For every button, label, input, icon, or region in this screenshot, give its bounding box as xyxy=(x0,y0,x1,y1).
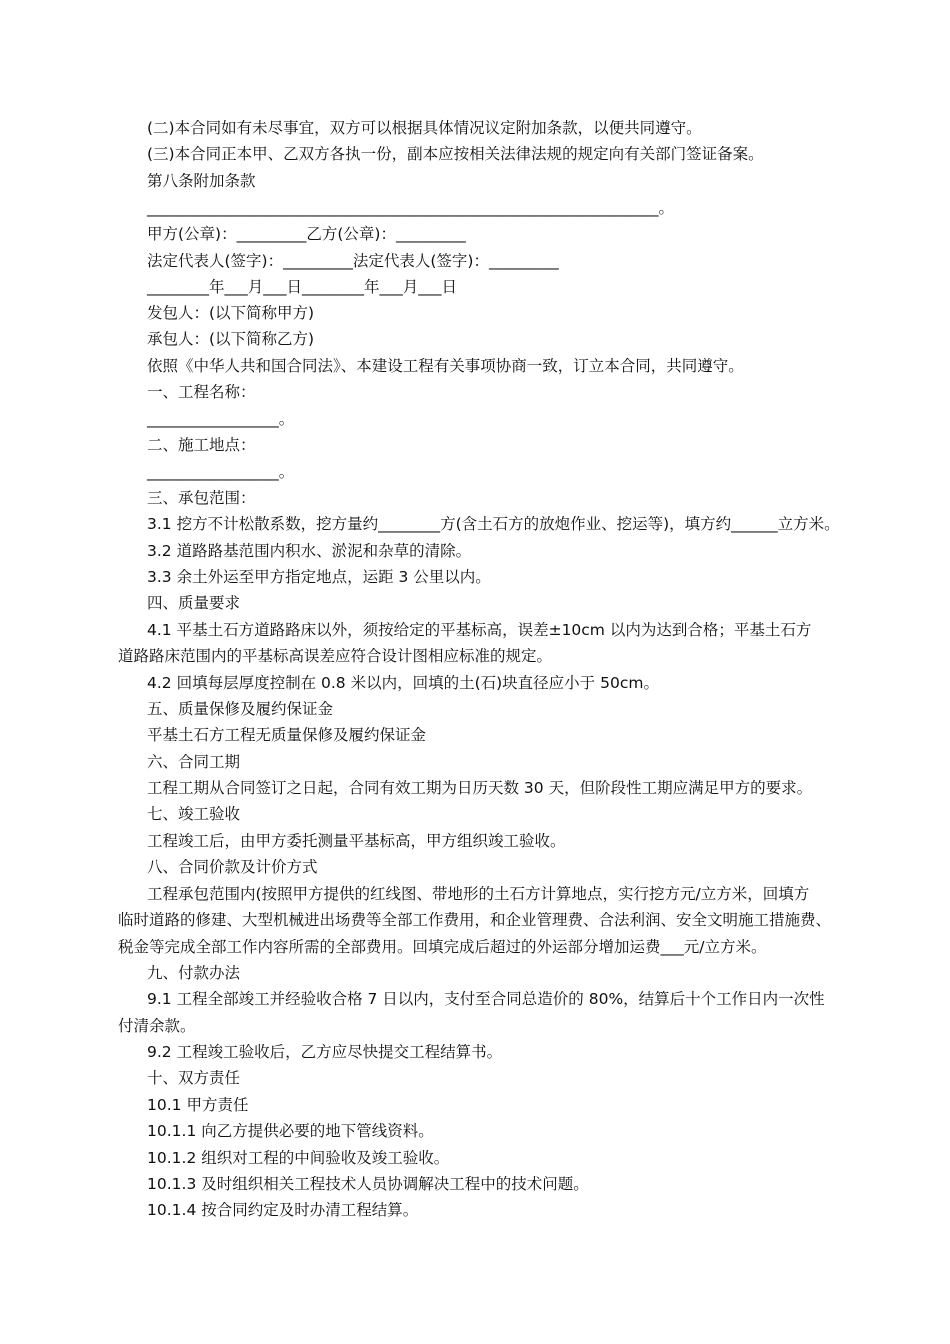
section-8-text-line-3: 税金等完成全部工作内容所需的全部费用。回填完成后超过的外运部分增加运费___元/立方米。 xyxy=(118,938,767,956)
site-blank: _________________。 xyxy=(147,463,295,481)
section-4-heading: 四、质量要求 xyxy=(147,594,241,612)
item-10-1-2: 10.1.2 组织对工程的中间验收及竣工验收。 xyxy=(147,1149,450,1167)
section-8-text-line-1: 工程承包范围内(按照甲方提供的红线图、带地形的土石方计算地点，实行挖方元/立方米，回填方 xyxy=(147,885,810,903)
section-6-text: 工程工期从合同签订之日起，合同有效工期为日历天数 30 天，但阶段性工期应满足甲方的要求。 xyxy=(147,779,813,797)
section-8-heading: 八、合同价款及计价方式 xyxy=(147,858,318,876)
item-10-1-1: 10.1.1 向乙方提供必要的地下管线资料。 xyxy=(147,1122,434,1140)
seal-line: 甲方(公章)：_________乙方(公章)：_________ xyxy=(147,225,466,243)
section-9-heading: 九、付款办法 xyxy=(147,964,241,982)
section-10-heading: 十、双方责任 xyxy=(147,1069,241,1087)
preamble: 依照《中华人共和国合同法》、本建设工程有关事项协商一致，订立本合同，共同遵守。 xyxy=(147,357,744,375)
date-line: ________年___月___日________年___月___日 xyxy=(147,278,458,296)
item-3-3: 3.3 余土外运至甲方指定地点，运距 3 公里以内。 xyxy=(147,568,491,586)
section-8-text-line-2: 临时道路的修建、大型机械进出场费等全部工作费用，和企业管理费、合法利润、安全文明施工措施费、 xyxy=(118,911,832,929)
item-3-2: 3.2 道路路基范围内积水、淤泥和杂草的清除。 xyxy=(147,542,472,560)
employer-line: 发包人：(以下简称甲方) xyxy=(147,304,315,322)
section-7-heading: 七、竣工验收 xyxy=(147,805,241,823)
additional-terms-blank: __________________________________________________________________。 xyxy=(147,199,675,217)
section-3-heading: 三、承包范围： xyxy=(147,489,256,507)
section-1-heading: 一、工程名称： xyxy=(147,383,256,401)
item-10-1: 10.1 甲方责任 xyxy=(147,1096,249,1114)
section-5-text: 平基土石方工程无质量保修及履约保证金 xyxy=(147,726,427,744)
project-name-blank: _________________。 xyxy=(147,410,295,428)
item-10-1-4: 10.1.4 按合同约定及时办清工程结算。 xyxy=(147,1201,419,1219)
item-10-1-3: 10.1.3 及时组织相关工程技术人员协调解决工程中的技术问题。 xyxy=(147,1175,589,1193)
item-9-2: 9.2 工程竣工验收后，乙方应尽快提交工程结算书。 xyxy=(147,1043,503,1061)
item-9-1-line-2: 付清余款。 xyxy=(118,1017,196,1035)
article-8-heading: 第八条附加条款 xyxy=(147,172,256,190)
item-4-1-line-2: 道路路床范围内的平基标高误差应符合设计图相应标准的规定。 xyxy=(118,647,553,665)
section-2-heading: 二、施工地点： xyxy=(147,436,256,454)
item-9-1-line-1: 9.1 工程全部竣工并经验收合格 7 日以内，支付至合同总造价的 80%，结算后十个工作日内一次性 xyxy=(147,990,825,1008)
legal-rep-line: 法定代表人(签字)：_________法定代表人(签字)：_________ xyxy=(147,252,559,270)
contractor-line: 承包人：(以下简称乙方) xyxy=(147,330,315,348)
clause-copies: (三)本合同正本甲、乙双方各执一份，副本应按相关法律法规的规定向有关部门签证备案。 xyxy=(147,145,764,163)
item-4-2: 4.2 回填每层厚度控制在 0.8 米以内，回填的土(石)块直径应小于 50cm。 xyxy=(147,674,659,692)
item-3-1: 3.1 挖方不计松散系数，挖方量约________方(含土石方的放炮作业、挖运等)，填方约______立方米。 xyxy=(147,515,840,533)
section-6-heading: 六、合同工期 xyxy=(147,753,241,771)
section-7-text: 工程竣工后，由甲方委托测量平基标高，甲方组织竣工验收。 xyxy=(147,832,566,850)
section-5-heading: 五、质量保修及履约保证金 xyxy=(147,700,334,718)
clause-additional-terms: (二)本合同如有未尽事宜，双方可以根据具体情况议定附加条款，以便共同遵守。 xyxy=(147,119,702,137)
item-4-1-line-1: 4.1 平基土石方道路路床以外，须按给定的平基标高，误差±10cm 以内为达到合格；平基土石方 xyxy=(147,621,812,639)
